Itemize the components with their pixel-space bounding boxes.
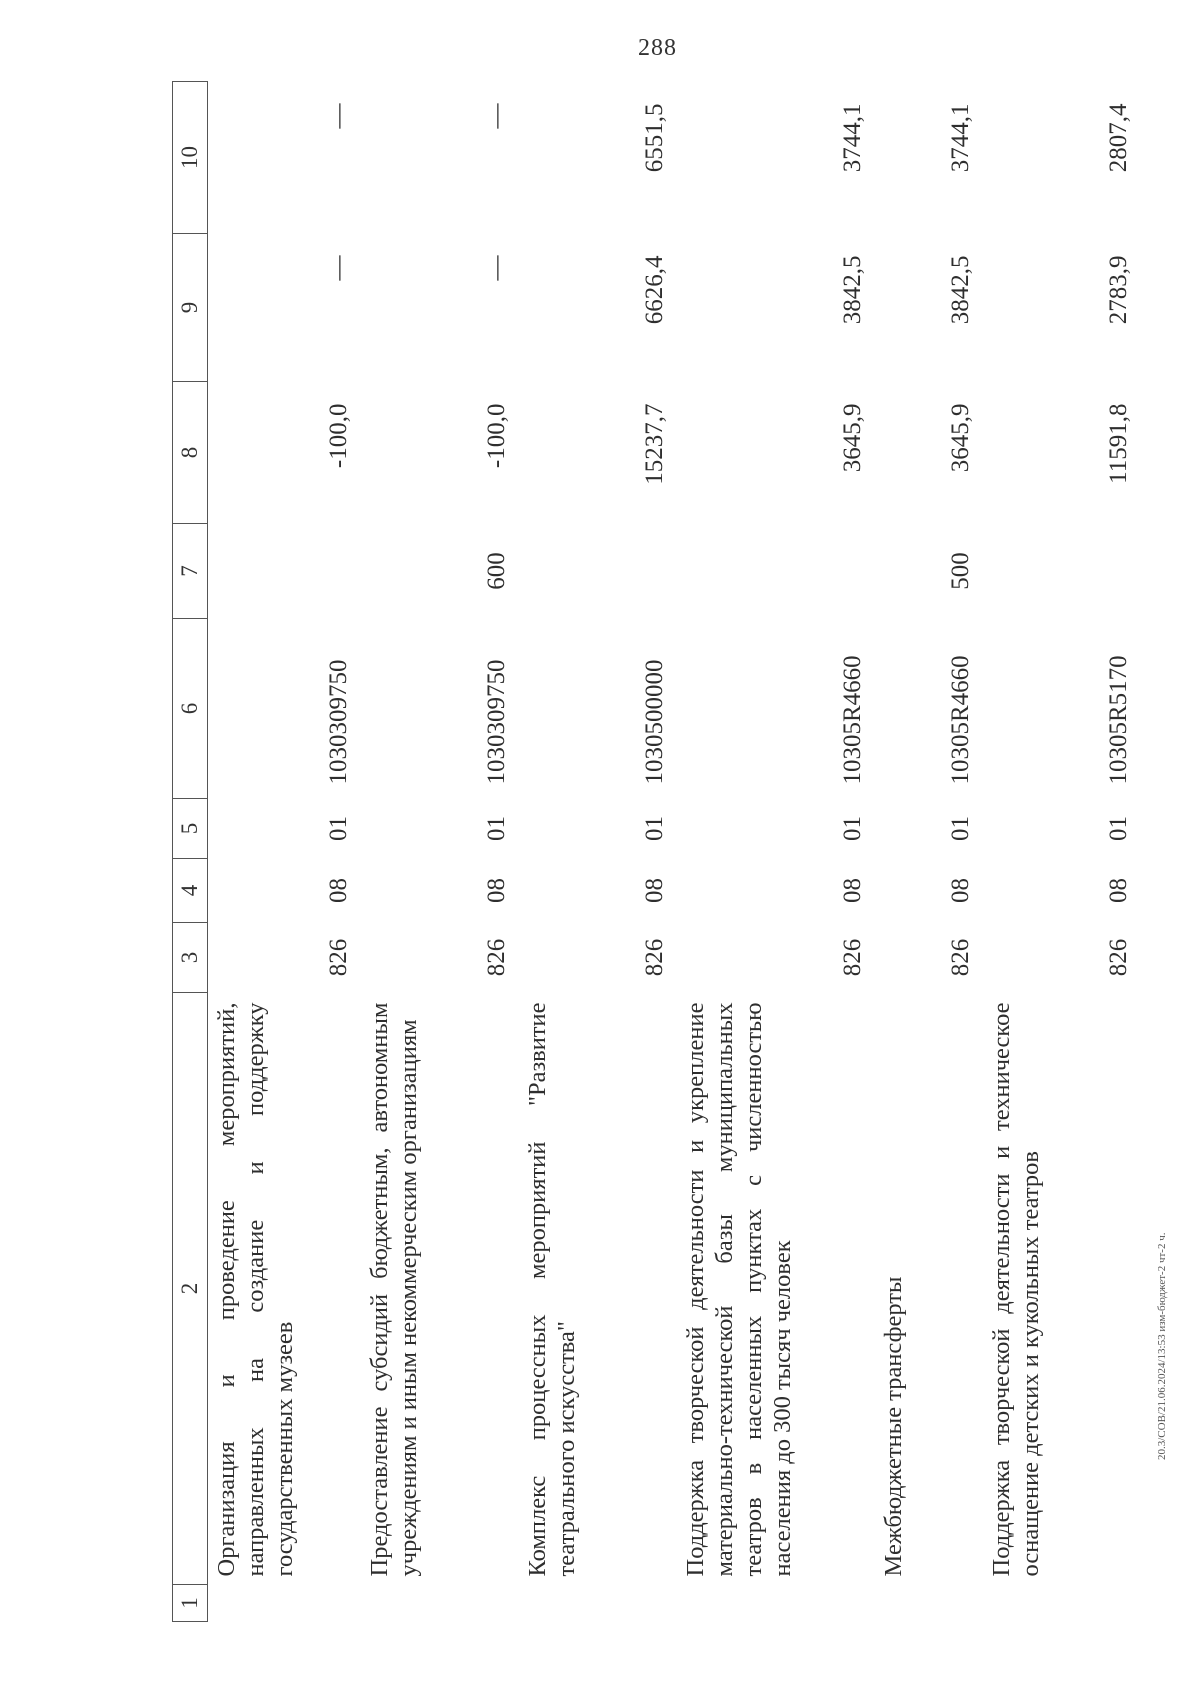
col-header-9: 9	[173, 234, 208, 382]
col-header-5: 5	[173, 799, 208, 859]
col-header-10: 10	[173, 82, 208, 234]
cell-amount-col10: —	[325, 103, 352, 129]
col-header-8: 8	[173, 382, 208, 524]
col-header-3: 3	[173, 923, 208, 993]
col-header-2: 2	[173, 993, 208, 1585]
row-name: Предоставление субсидий бюджетным, автономным учреждениям и иным некоммерческим организациям	[366, 1002, 422, 1577]
cell-amount-col8: 3645,9	[947, 403, 974, 473]
cell-amount-col10: —	[483, 103, 510, 129]
cell-section: 08	[839, 878, 866, 903]
budget-table-rotated	[172, 82, 1132, 1622]
cell-amount-col9: 3842,5	[839, 255, 866, 325]
table-row	[519, 82, 677, 1622]
cell-target-code: 10305R5170	[1105, 655, 1132, 785]
cell-grbs: 826	[325, 938, 352, 977]
cell-target-code: 10305R4660	[839, 655, 866, 785]
col-header-7: 7	[173, 524, 208, 619]
cell-amount-col10: 3744,1	[947, 103, 974, 173]
table-row	[875, 82, 983, 1622]
header-row	[173, 82, 208, 1622]
table-row	[983, 82, 1141, 1622]
cell-amount-col9: —	[325, 255, 352, 281]
cell-section: 08	[1105, 878, 1132, 903]
document-footer-stamp: 20.3/СОВ/21.06.2024/13:53 изм-бюджет-2 чт-2 ч.	[1156, 1232, 1168, 1460]
table-row	[677, 82, 875, 1622]
cell-grbs: 826	[483, 938, 510, 977]
col-header-1: 1	[173, 1585, 208, 1622]
cell-section: 08	[641, 878, 668, 903]
row-name: Комплекс процессных мероприятий "Развитие театрального искусства"	[524, 1002, 580, 1577]
cell-target-code: 1030500000	[641, 659, 668, 785]
cell-expense-type	[677, 524, 875, 619]
cell-target-code: 10305R4660	[947, 655, 974, 785]
cell-expense-type: 600	[483, 552, 510, 590]
cell-amount-col10: 2807,4	[1105, 103, 1132, 173]
cell-expense-type	[983, 524, 1141, 619]
cell-section: 08	[325, 878, 352, 903]
row-name: Межбюджетные трансферты	[880, 1276, 907, 1577]
cell-section: 08	[483, 878, 510, 903]
table-row	[208, 82, 362, 1622]
cell-amount-col9: 6626,4	[641, 255, 668, 325]
cell-section: 08	[947, 878, 974, 903]
cell-amount-col8: -100,0	[483, 403, 510, 469]
cell-amount-col8: 3645,9	[839, 403, 866, 473]
cell-expense-type: 500	[947, 552, 974, 590]
cell-expense-type	[519, 524, 677, 619]
cell-grbs: 826	[839, 938, 866, 977]
cell-amount-col10: 3744,1	[839, 103, 866, 173]
cell-subsection: 01	[947, 816, 974, 841]
page-number: 288	[638, 35, 677, 61]
row-name: Организация и проведение мероприятий, направленных на создание и поддержку государственных музеев	[213, 1002, 298, 1577]
cell-grbs: 826	[947, 938, 974, 977]
cell-subsection: 01	[483, 816, 510, 841]
cell-amount-col9: 3842,5	[947, 255, 974, 325]
cell-grbs: 826	[641, 938, 668, 977]
row-name: Поддержка творческой деятельности и техническое оснащение детских и кукольных театров	[988, 1002, 1044, 1577]
cell-expense-type	[208, 524, 362, 619]
row-name: Поддержка творческой деятельности и укрепление материально-технической базы муниципальных театров в населенных пунктах с численностью населения до 300 тысяч человек	[682, 1002, 796, 1577]
cell-amount-col8: -100,0	[325, 403, 352, 469]
cell-amount-col8: 15237,7	[641, 403, 668, 485]
table-row	[361, 82, 519, 1622]
cell-amount-col9: 2783,9	[1105, 255, 1132, 325]
cell-amount-col10: 6551,5	[641, 103, 668, 173]
budget-table	[172, 81, 1141, 1622]
cell-grbs: 826	[1105, 938, 1132, 977]
cell-subsection: 01	[641, 816, 668, 841]
cell-target-code: 1030309750	[483, 659, 510, 785]
cell-subsection: 01	[839, 816, 866, 841]
cell-subsection: 01	[1105, 816, 1132, 841]
cell-subsection: 01	[325, 816, 352, 841]
cell-amount-col8: 11591,8	[1105, 403, 1132, 484]
col-header-6: 6	[173, 619, 208, 799]
col-header-4: 4	[173, 859, 208, 923]
cell-target-code: 1030309750	[325, 659, 352, 785]
cell-amount-col9: —	[483, 255, 510, 281]
